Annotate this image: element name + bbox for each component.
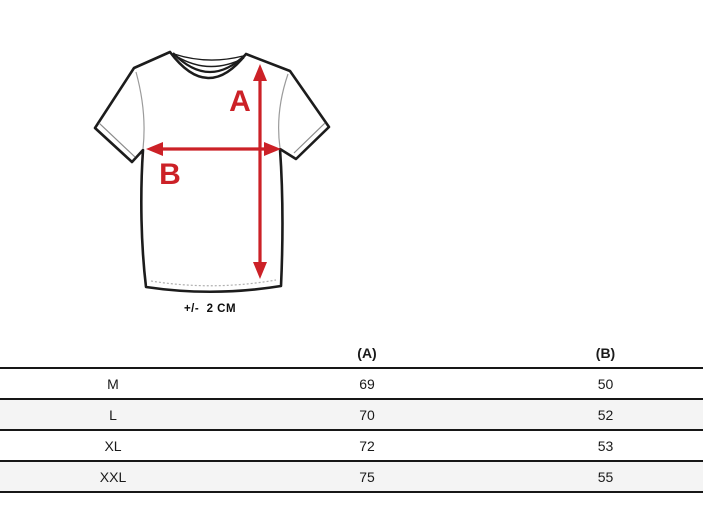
length-label: A [229, 85, 251, 118]
size-cell: XXL [0, 461, 226, 492]
value-a-cell: 75 [226, 461, 508, 492]
width-label: B [159, 158, 181, 191]
collar-rib-line-1 [174, 54, 243, 60]
header-a-cell: (A) [226, 338, 508, 368]
value-b-cell: 53 [508, 430, 703, 461]
size-cell: L [0, 399, 226, 430]
shirt-body [95, 52, 329, 292]
tshirt-outline [95, 52, 329, 292]
value-a-cell: 70 [226, 399, 508, 430]
table-row [0, 430, 703, 461]
size-cell: XL [0, 430, 226, 461]
header-size-cell [0, 338, 226, 368]
value-b-cell: 50 [508, 368, 703, 399]
value-a-cell: 72 [226, 430, 508, 461]
table-row [0, 461, 703, 492]
size-table [0, 338, 703, 493]
header-b-cell: (B) [508, 338, 703, 368]
value-a-cell: 69 [226, 368, 508, 399]
table-row [0, 399, 703, 430]
size-cell: M [0, 368, 226, 399]
value-b-cell: 55 [508, 461, 703, 492]
tolerance-note: +/- 2 CM [183, 303, 237, 315]
table-row [0, 368, 703, 399]
table-header-row [0, 338, 703, 368]
value-b-cell: 52 [508, 399, 703, 430]
